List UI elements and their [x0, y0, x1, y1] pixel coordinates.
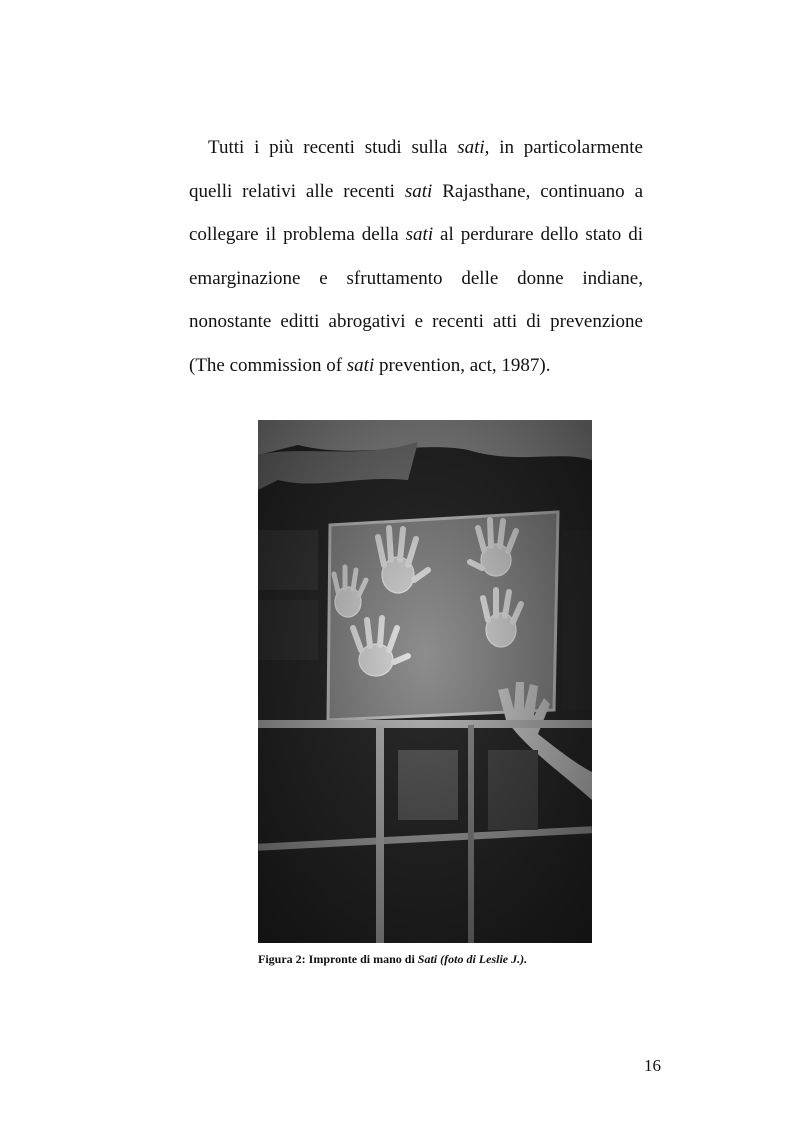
paragraph-text: , in particolarmente: [484, 137, 643, 158]
italic-term: sati: [405, 224, 434, 246]
paragraph-line: [189, 257, 643, 301]
page-number: 16: [644, 1056, 661, 1075]
paragraph-text: nonostante editti abrogativi e recenti atti di prevenzione: [189, 311, 643, 333]
figure-caption: [258, 952, 658, 967]
paragraph-line: [189, 213, 643, 257]
handprints-photo-illustration: [258, 420, 592, 943]
paragraph-line: [189, 300, 643, 344]
paragraph-text: (The commission of: [189, 354, 347, 376]
paragraph-text: quelli relativi alle recenti: [189, 180, 405, 202]
paragraph-line: [189, 344, 643, 388]
caption-credit: (foto di Leslie J.).: [437, 952, 528, 966]
handprints-photo: [258, 420, 592, 943]
italic-term: sati: [346, 354, 375, 376]
paragraph-text: al perdurare dello stato di: [433, 224, 643, 246]
paragraph-text: Rajasthane, continuano a: [432, 180, 643, 202]
paragraph-text: prevention, act, 1987).: [374, 354, 551, 376]
paragraph-line: [189, 170, 643, 214]
caption-subject: Sati: [417, 952, 438, 966]
paragraph-text: collegare il problema della: [189, 224, 406, 246]
body-paragraph: [189, 126, 643, 388]
caption-label: Figura 2: Impronte di mano di: [258, 952, 418, 966]
italic-term: sati: [404, 180, 433, 202]
italic-term: sati: [457, 137, 485, 158]
paragraph-text: emarginazione e sfruttamento delle donne indiane,: [189, 267, 643, 289]
paragraph-text: Tutti i più recenti studi sulla: [208, 137, 458, 158]
paragraph-line: [189, 126, 643, 170]
